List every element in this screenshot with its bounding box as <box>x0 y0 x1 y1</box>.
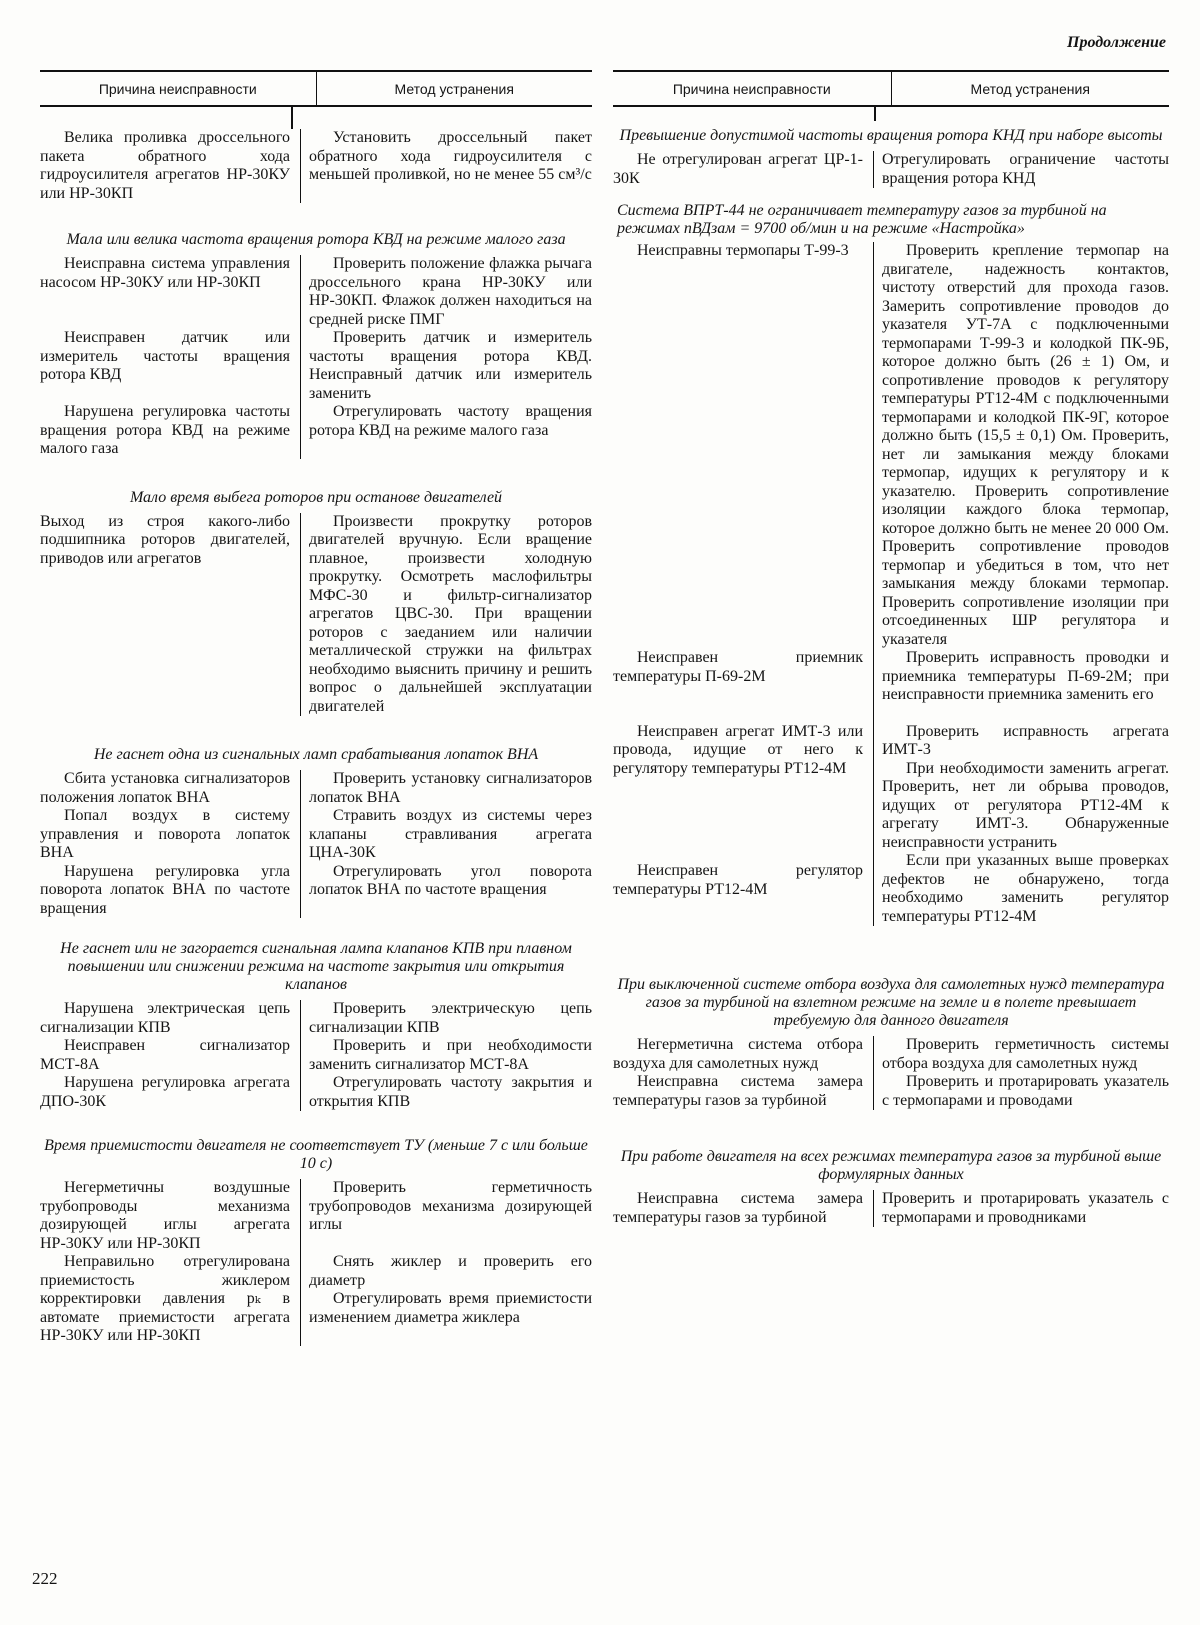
table-row: Неисправны термопары Т-99-3 Проверить крепление термопар на двигателе, надежность контактов, чистоту отверстий для прохода газов. Замерить сопротивление проводов до указателя УТ-7А с подключенными термопарами Т-99-3 и колодкой ПК-9Б, которое должно быть (26 ± 1) Ом, и сопротивление проводов к регулятору температуры РТ12-4М с подключенными термопарами и колодкой ПК-9Г, которое должно быть (15,5 ± 0,1) Ом. Проверить, нет ли замыкания между блоками термопар, идущих к регулятору и к указателю. Проверить сопротивление изоляции каждого блока термопар, которое должно быть не менее 20 000 Ом. Проверить сопротивление проводов термопар и убедиться в том, что нет замыкания между блоками термопар. Проверить сопротивление изоляции при отсоединенных ШР регулятора и указателя <box>637 242 1169 648</box>
table-row: Неисправна система замера температуры газов за турбиной Проверить и протарировать указатель с термопарами и проводами <box>613 1073 1169 1109</box>
table-header-left <box>40 70 592 107</box>
table-row: Выход из строя какого-либо подшипника роторов двигателей, приводов или агрегатов Произвести прокрутку роторов двигателей вручную. Если вращение плавное, произвести холодную прокрутку. Осмотреть маслофильтры МФС-30 и фильтр-сигнализатор агрегатов ЦВС-30. При вращении роторов с заеданием или наличии металлической стружки на фильтрах необходимо выяснить причину и решить вопрос о дальнейшей эксплуатации двигателей <box>40 512 592 715</box>
right-column <box>613 70 1169 1227</box>
table-row: Не отрегулирован агрегат ЦР-1-30К Отрегулировать ограничение частоты вращения ротора КНД <box>613 151 1169 187</box>
table-row: Неисправна система замера температуры газов за турбиной Проверить и протарировать указатель с термопарами и проводниками <box>613 1190 1169 1226</box>
table-row: Негерметичны воздушные трубопроводы механизма дозирующей иглы агрегата НР-30КУ или НР-30КП Проверить герметичность трубопроводов механизма дозирующей иглы <box>40 1179 592 1252</box>
table-row: Негерметична система отбора воздуха для самолетных нужд Проверить герметичность системы отбора воздуха для самолетных нужд <box>613 1036 1169 1072</box>
table-row: Нарушена регулировка угла поворота лопаток ВНА по частоте вращения Отрегулировать угол поворота лопаток ВНА по частоте вращения <box>40 862 592 917</box>
header-cause: Причина неисправности <box>98 80 257 97</box>
table-row: Неправильно отрегулирована приемистость жиклером корректировки давления рₖ в автомате приемистости агрегата НР-30КУ или НР-30КП Снять жиклер и проверить его диаметр Отрегулировать время приемистости изменением диаметра жиклера <box>40 1253 592 1344</box>
page-number: 222 <box>32 1569 58 1588</box>
section-title: Мало время выбега роторов при останове двигателей <box>129 488 503 506</box>
table-row: Нарушена регулировка частоты вращения ротора КВД на режиме малого газа Отрегулировать частоту вращения ротора КВД на режиме малого газа <box>40 403 592 457</box>
table-row: Неисправен агрегат ИМТ-3 или провода, идущие от него к регулятору температуры РТ12-4М Проверить исправность агрегата ИМТ-3 При необходимости заменить агрегат. Проверить, нет ли обрыва проводов, идущих от регулятора РТ12-4М к агрегату ИМТ-3. Обнаруженные неисправности устранить <box>613 705 1169 853</box>
section-title: При выключенной системе отбора воздуха для самолетных нужд температура газов за турбиной на взлетном режиме на земле и в полете превышает требуемую для данного двигателя <box>617 976 1165 1029</box>
table-row: Неисправен сигнализатор МСТ-8А Проверить и при необходимости заменить сигнализатор МСТ-8А <box>40 1037 592 1073</box>
section-title: Не гаснет одна из сигнальных ламп срабатывания лопаток ВНА <box>93 746 539 763</box>
continuation-label: Продолжение <box>1067 34 1166 51</box>
section-title: Время приемистости двигателя не соответствует ТУ (меньше 7 с или больше 10 с) <box>44 1137 588 1172</box>
table-row: Сбита установка сигнализаторов положения лопаток ВНА Проверить установку сигнализаторов лопаток ВНА <box>40 770 592 806</box>
table-header-right <box>613 70 1169 107</box>
section-title: Превышение допустимой частоты вращения ротора КНД при наборе высоты <box>619 127 1163 144</box>
section-title: При работе двигателя на всех режимах температура газов за турбиной выше формулярных данных <box>620 1148 1162 1183</box>
section-title: Мала или велика частота вращения ротора КВД на режиме малого газа <box>66 231 566 248</box>
table-row: Велика проливка дроссельного пакета обратного хода гидроусилителя агрегатов НР-30КУ или НР-30КП Установить дроссельный пакет обратного хода гидроусилителя с меньшей проливкой, но не менее 55 см³/с <box>40 129 592 202</box>
header-method: Метод устранения <box>316 72 593 105</box>
table-row: Нарушена регулировка агрегата ДПО-30К Отрегулировать частоту закрытия и открытия КПВ <box>40 1074 592 1110</box>
header-method: Метод устранения <box>891 72 1170 105</box>
left-column <box>40 70 592 1346</box>
table-row: Неисправен датчик или измеритель частоты вращения ротора КВД Проверить датчик и измеритель частоты вращения ротора КВД. Неисправный датчик или измеритель заменить <box>40 329 592 402</box>
section-title: Система ВПРТ-44 не ограничивает температуру газов за турбиной на режимах nВДзам = 9700 об/мин и на режиме «Настройка» <box>617 202 1107 237</box>
section-title: Не гаснет или не загорается сигнальная лампа клапанов КПВ при плавном повышении или снижении режима на частоте закрытия или открытия клапанов <box>60 940 572 993</box>
header-cause: Причина неисправности <box>672 80 831 97</box>
table-row: Попал воздух в систему управления и поворота лопаток ВНА Стравить воздух из системы через клапаны стравливания агрегата ЦНА-30К <box>40 807 592 861</box>
table-row: Неисправен приемник температуры П-69-2М Проверить исправность проводки и приемника температуры П-69-2М; при неисправности приемника заменить его <box>613 649 1169 703</box>
table-row: Неисправна система управления насосом НР-30КУ или НР-30КП Проверить положение флажка рычага дроссельного крана НР-30КУ или НР-30КП. Флажок должен находиться на средней риске ПМГ <box>40 255 592 328</box>
table-row: Неисправен регулятор температуры РТ12-4М Если при указанных выше проверках дефектов не обнаружено, тогда необходимо заменить регулятор температуры РТ12-4М <box>613 852 1169 925</box>
table-row: Нарушена электрическая цепь сигнализации КПВ Проверить электрическую цепь сигнализации КПВ <box>40 1000 592 1036</box>
